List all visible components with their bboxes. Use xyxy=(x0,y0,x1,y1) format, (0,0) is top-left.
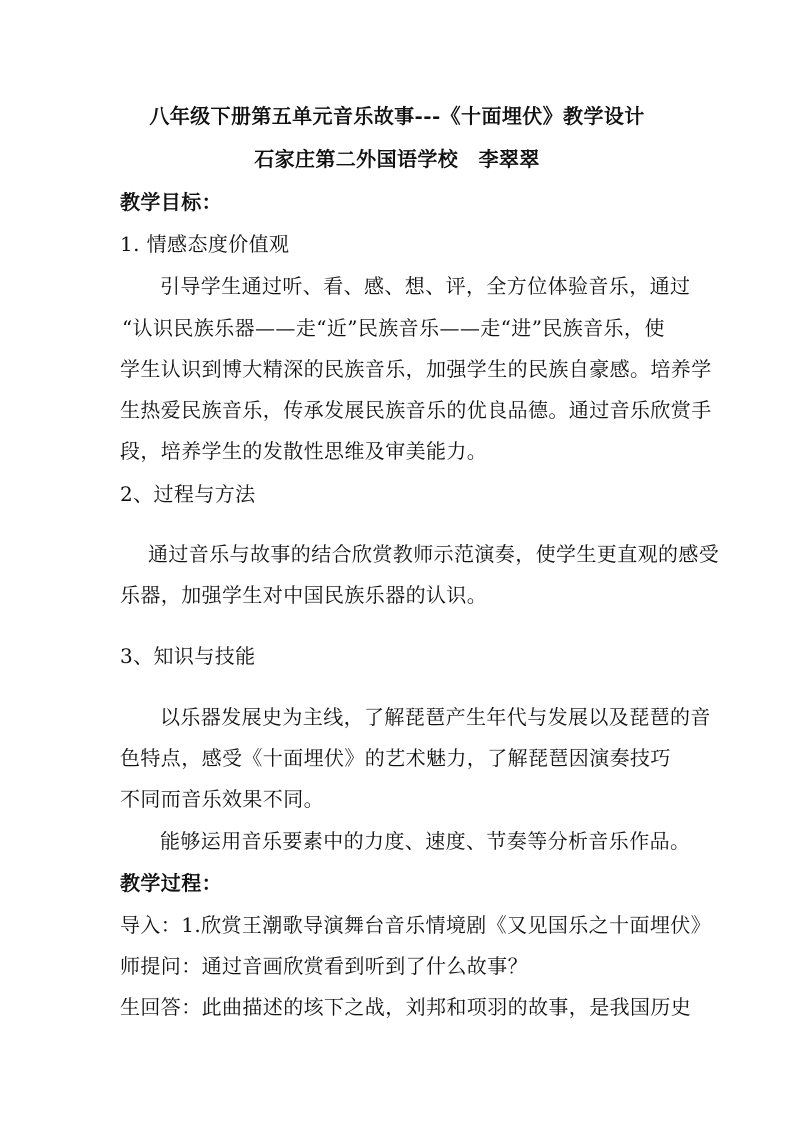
goal2-heading: 2、过程与方法 xyxy=(120,482,256,506)
author-line: 石家庄第二外国语学校 李翠翠 xyxy=(254,147,540,171)
goal2-line: 通过音乐与故事的结合欣赏教师示范演奏，使学生更直观的感受 xyxy=(148,542,720,566)
goal1-line: 段，培养学生的发散性思维及审美能力。 xyxy=(120,439,488,463)
goal1-line: “认识民族乐器——走“近”民族音乐——走“进”民族音乐，使 xyxy=(122,316,665,340)
goal2-line: 乐器，加强学生对中国民族乐器的认识。 xyxy=(120,583,488,607)
document-title: 八年级下册第五单元音乐故事---《十面埋伏》教学设计 xyxy=(149,104,645,128)
goal3-line: 能够运用音乐要素中的力度、速度、节奏等分析音乐作品。 xyxy=(160,829,691,853)
section-heading-process: 教学过程： xyxy=(120,871,222,895)
goal1-line: 生热爱民族音乐，传承发展民族音乐的优良品德。通过音乐欣赏手 xyxy=(120,398,712,422)
goal3-heading: 3、知识与技能 xyxy=(120,644,256,668)
goal3-line: 色特点，感受《十面埋伏》的艺术魅力，了解琵琶因演奏技巧 xyxy=(120,746,671,770)
process-line: 生回答：此曲描述的垓下之战，刘邦和项羽的故事，是我国历史 xyxy=(120,995,692,1019)
process-line: 师提问：通过音画欣赏看到听到了什么故事？ xyxy=(120,954,528,978)
section-heading-goals: 教学目标： xyxy=(120,190,222,214)
goal1-line: 引导学生通过听、看、感、想、评，全方位体验音乐，通过 xyxy=(160,274,691,298)
goal3-line: 以乐器发展史为主线，了解琵琶产生年代与发展以及琵琶的音 xyxy=(160,705,711,729)
goal3-line: 不同而音乐效果不同。 xyxy=(120,787,324,811)
process-line: 导入：1.欣赏王潮歌导演舞台音乐情境剧《又见国乐之十面埋伏》 xyxy=(120,913,712,937)
goal1-heading: 1. 情感态度价值观 xyxy=(120,232,290,256)
goal1-line: 学生认识到博大精深的民族音乐，加强学生的民族自豪感。培养学 xyxy=(120,357,712,381)
